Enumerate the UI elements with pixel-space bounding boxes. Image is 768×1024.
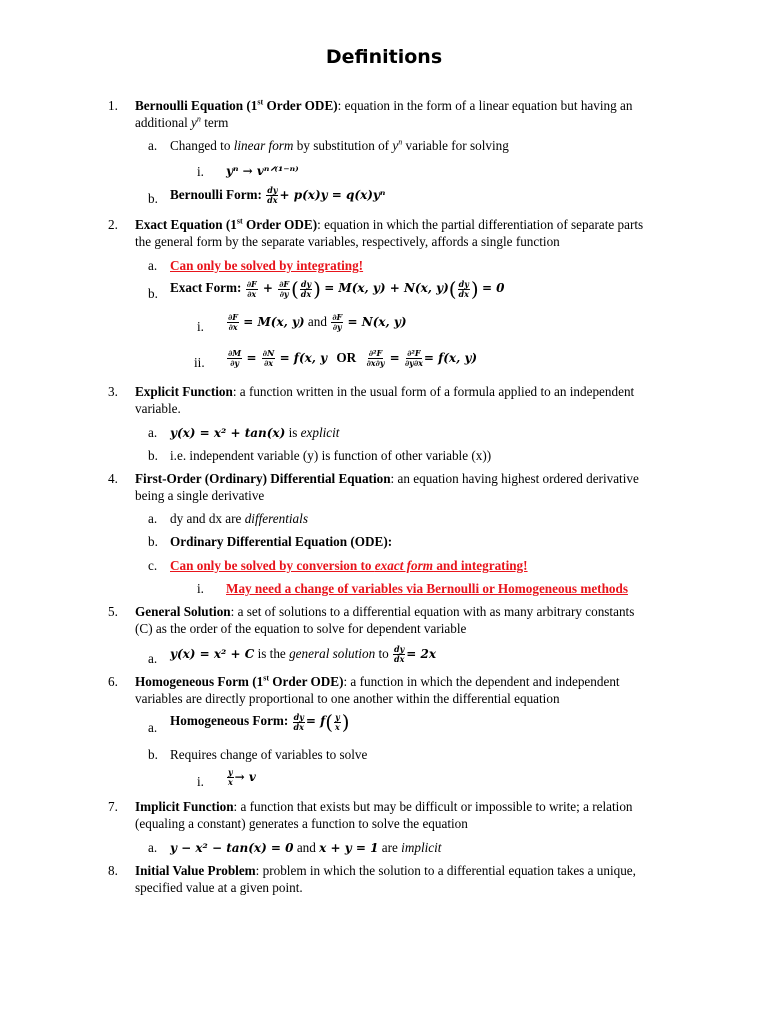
item-4ci-warning: May need a change of variables via Bernoulli or Homogeneous methods [226, 581, 628, 596]
item-1ai-math: yⁿ → vⁿᐟ⁽¹⁻ⁿ⁾ [226, 164, 299, 178]
fraction-dy-dx: $\frac{dy}{dx}$ [267, 185, 278, 206]
item-2b-marker: b. [148, 286, 158, 301]
item-4a-text: dy and dx are differentials [170, 511, 308, 526]
item-3b-text: i.e. independent variable (y) is function of other variable (x)) [170, 448, 492, 463]
item-1a-marker: a. [148, 138, 158, 153]
item-2i-math: $\frac{\partial F}{\partial x}$ = M(x, y) and $\frac{\partial F}{\partial y}$ = N(x, y) [228, 312, 407, 333]
item-7a-marker: a. [148, 840, 158, 855]
item-6b-text: Requires change of variables to solve [170, 747, 368, 762]
item-1-number: 1. [108, 98, 118, 113]
item-2i-marker: i. [197, 319, 204, 334]
item-2ii-marker: ii. [194, 355, 205, 370]
item-4ci-marker: i. [197, 581, 204, 596]
item-5-definition: General Solution: a set of solutions to a differential equation with as many arbitrary constants (C) as the order of the equation to solve for dependent variable [135, 604, 635, 636]
item-7a-text: y − x² − tan(x) = 0 and x + y = 1 are implicit [170, 840, 442, 855]
item-5-number: 5. [108, 604, 118, 619]
item-4-number: 4. [108, 471, 118, 486]
item-3b-marker: b. [148, 448, 158, 463]
item-1ai-marker: i. [197, 164, 204, 179]
item-4b-marker: b. [148, 534, 158, 549]
item-3a-marker: a. [148, 425, 158, 440]
item-6a-text: Homogeneous Form: $\frac{dy}{dx}$ = f( $\frac{y}{x}$ ) [170, 710, 350, 734]
item-4c-warning: Can only be solved by conversion to exact form and integrating! [170, 558, 528, 573]
item-1-term: Bernoulli Equation (1st Order ODE) [135, 97, 338, 113]
item-3-number: 3. [108, 384, 118, 399]
item-8-definition: Initial Value Problem: problem in which the solution to a differential equation takes a unique, specified value at a given point. [135, 863, 636, 895]
item-8-number: 8. [108, 863, 118, 878]
item-4c-marker: c. [148, 558, 158, 573]
item-7-number: 7. [108, 799, 118, 814]
item-2a-marker: a. [148, 258, 158, 273]
page-title: Definitions [325, 46, 443, 68]
item-1-definition: Bernoulli Equation (1st Order ODE): equation in the form of a linear equation but having an additional $y^n$ term [135, 97, 633, 130]
item-3a-text: y(x) = x² + tan(x) is explicit [170, 425, 340, 440]
item-2a-warning: Can only be solved by integrating! [170, 258, 364, 273]
item-4b-text: Ordinary Differential Equation (ODE): [170, 534, 393, 549]
item-5a-marker: a. [148, 651, 158, 666]
item-1a-text: Changed to linear form by substitution of $y^n$ variable for solving [170, 137, 509, 153]
item-6bi-marker: i. [197, 774, 204, 789]
item-5a-text: y(x) = x² + C is the general solution to $\frac{dy}{dx}$ = 2x [170, 644, 437, 665]
item-4a-marker: a. [148, 511, 158, 526]
item-2-term: Exact Equation (1st Order ODE) [135, 216, 318, 232]
item-6-term: Homogeneous Form (1st Order ODE) [135, 673, 344, 689]
item-6-number: 6. [108, 674, 118, 689]
item-7-definition: Implicit Function: a function that exists but may be difficult or impossible to write; a relation (equaling a constant) generates a function to solve the equation [135, 799, 633, 831]
item-1b-marker: b. [148, 191, 158, 206]
item-1b-text: Bernoulli Form: $\frac{dy}{dx}$ + p(x)y = q(x)yⁿ [170, 185, 386, 206]
item-2ii-math: $\frac{\partial M}{\partial y}$ = $\frac{\partial N}{\partial x}$ = f(x, y OR $\frac{\text{∂²F}}{\partial x\partial y}$ = $\frac{\text{∂²F}}{\partial y\partial x}$ = f(x, y) [228, 348, 478, 369]
item-6b-marker: b. [148, 747, 158, 762]
item-3-definition: Explicit Function: a function written in the usual form of a formula applied to an independent variable. [135, 384, 635, 416]
item-6-definition: Homogeneous Form (1st Order ODE): a function in which the dependent and independent variables are directly proportional to one another within the differential equation [135, 673, 620, 706]
item-2b-text: Exact Form: $\frac{\partial F}{\partial x}$ + $\frac{\partial F}{\partial y}$ ( $\frac{dy}{dx}$ ) = M(x, y) + N(x, y)( $\frac{dy}{dx}$ ) = 0 [170, 277, 505, 301]
item-6bi-math: $\frac{y}{x}$ → v [227, 767, 256, 788]
item-6a-marker: a. [148, 720, 158, 735]
item-2-number: 2. [108, 217, 118, 232]
item-4-definition: First-Order (Ordinary) Differential Equation: an equation having highest ordered derivative being a single derivative [135, 471, 639, 503]
item-2-definition: Exact Equation (1st Order ODE): equation in which the partial differentiation of separate parts the general form by the separate variables, respectively, affords a single function [135, 216, 644, 249]
